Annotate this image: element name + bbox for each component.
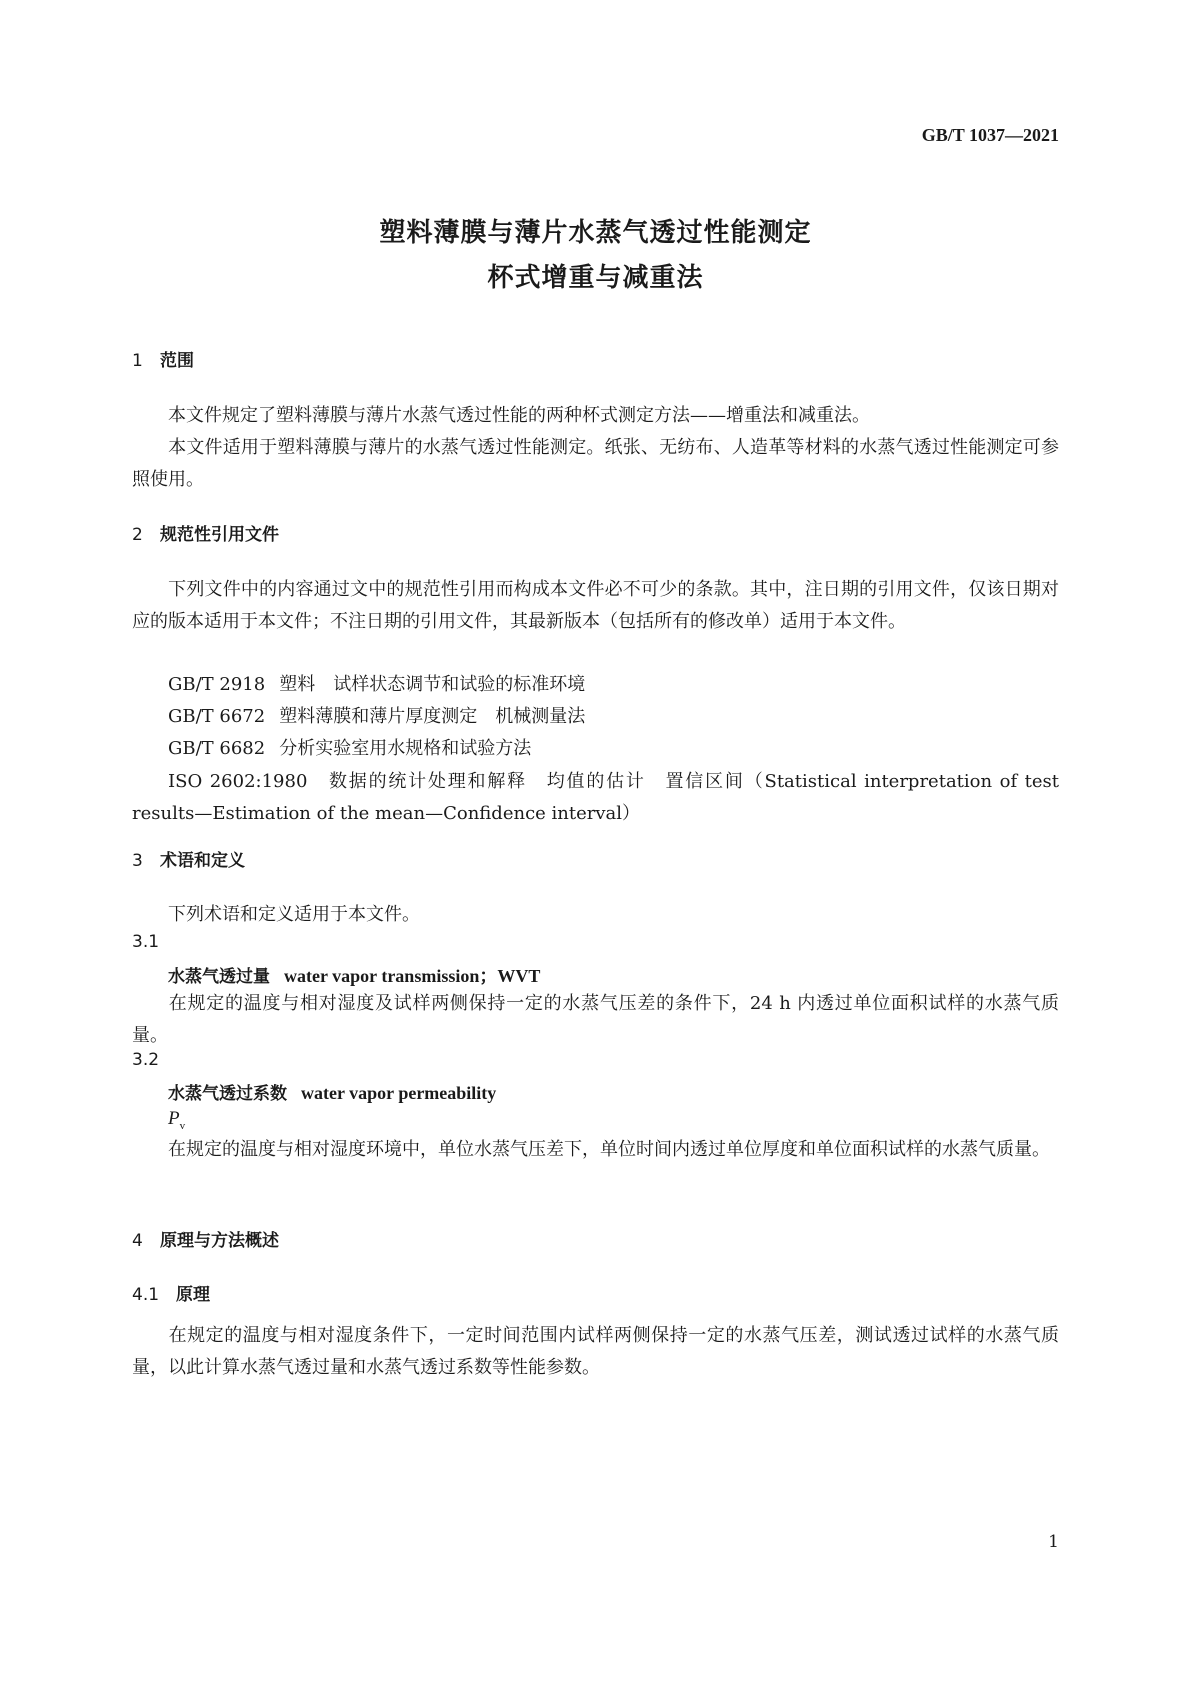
term-en: water vapor permeability xyxy=(301,1083,497,1103)
normative-reference-2 xyxy=(168,702,585,728)
subsection-4-1-heading xyxy=(132,1280,210,1305)
document-title-line-2: 杯式增重与减重法 xyxy=(487,263,704,293)
subsection-number: 4.1 xyxy=(132,1285,160,1305)
term-3-2-symbol xyxy=(168,1108,185,1132)
symbol-letter: P xyxy=(168,1108,180,1129)
section-1-heading xyxy=(132,346,194,371)
normative-reference-iso xyxy=(132,766,1059,830)
section-number: 1 xyxy=(132,351,143,371)
section-3-intro: 下列术语和定义适用于本文件。 xyxy=(168,904,420,925)
page-number: 1 xyxy=(1048,1532,1059,1552)
section-3-heading xyxy=(132,846,245,871)
subsection-4-1-paragraph xyxy=(132,1320,1059,1384)
reference-code: GB/T 6672 xyxy=(168,706,266,727)
section-number: 4 xyxy=(132,1231,143,1251)
paragraph-text: 在规定的温度与相对湿度条件下，一定时间范围内试样两侧保持一定的水蒸气压差，测试透过试样的水蒸气质量，以此计算水蒸气透过量和水蒸气透过系数等性能参数。 xyxy=(132,1325,1059,1378)
section-2-heading xyxy=(132,520,279,545)
paragraph-text: 下列文件中的内容通过文中的规范性引用而构成本文件必不可少的条款。其中，注日期的引用文件，仅该日期对应的版本适用于本文件；不注日期的引用文件，其最新版本（包括所有的修改单）适用于本文件。 xyxy=(132,579,1059,632)
section-title: 原理与方法概述 xyxy=(160,1231,279,1251)
standard-number: GB/T 1037—2021 xyxy=(921,125,1059,145)
paragraph-text: 本文件规定了塑料薄膜与薄片水蒸气透过性能的两种杯式测定方法——增重法和减重法。 xyxy=(168,405,870,426)
section-number: 3 xyxy=(132,851,143,871)
normative-reference-1 xyxy=(168,670,585,696)
paragraph-text: 本文件适用于塑料薄膜与薄片的水蒸气透过性能测定。纸张、无纺布、人造革等材料的水蒸气透过性能测定可参照使用。 xyxy=(132,437,1059,490)
term-3-2-definition xyxy=(132,1134,1059,1166)
section-4-heading xyxy=(132,1226,279,1251)
subsection-title: 原理 xyxy=(176,1285,210,1305)
term-zh: 水蒸气透过量 xyxy=(168,967,270,987)
term-zh: 水蒸气透过系数 xyxy=(168,1084,287,1104)
section-1-paragraph-1 xyxy=(132,400,1059,432)
reference-title: 分析实验室用水规格和试验方法 xyxy=(279,738,532,759)
symbol-subscript: v xyxy=(179,1119,186,1132)
reference-title: 塑料 试样状态调节和试验的标准环境 xyxy=(279,674,586,695)
definition-text: 在规定的温度与相对湿度环境中，单位水蒸气压差下，单位时间内透过单位厚度和单位面积试样的水蒸气质量。 xyxy=(168,1139,1050,1160)
term-3-1-title xyxy=(168,962,540,988)
document-title-line-1: 塑料薄膜与薄片水蒸气透过性能测定 xyxy=(379,218,812,248)
section-title: 术语和定义 xyxy=(160,851,245,871)
section-title: 范围 xyxy=(160,351,194,371)
reference-code: GB/T 2918 xyxy=(168,674,266,695)
term-3-1-definition xyxy=(132,988,1059,1052)
term-en: water vapor transmission；WVT xyxy=(284,966,541,986)
term-3-2-number: 3.2 xyxy=(132,1050,160,1070)
reference-code: GB/T 6682 xyxy=(168,738,266,759)
reference-title: 塑料薄膜和薄片厚度测定 机械测量法 xyxy=(279,706,586,727)
definition-text: 在规定的温度与相对湿度及试样两侧保持一定的水蒸气压差的条件下，24 h 内透过单位面积试样的水蒸气质量。 xyxy=(132,993,1059,1046)
section-title: 规范性引用文件 xyxy=(160,525,279,545)
term-3-1-number: 3.1 xyxy=(132,932,160,952)
section-2-paragraph-1 xyxy=(132,574,1059,638)
section-number: 2 xyxy=(132,525,143,545)
normative-reference-3 xyxy=(168,734,531,760)
section-1-paragraph-2 xyxy=(132,432,1059,496)
reference-text: ISO 2602:1980 数据的统计处理和解释 均值的估计 置信区间（Statistical interpretation of test results—Estimation of the mean—Confidence interval） xyxy=(132,771,1059,824)
term-3-2-title xyxy=(168,1079,496,1104)
